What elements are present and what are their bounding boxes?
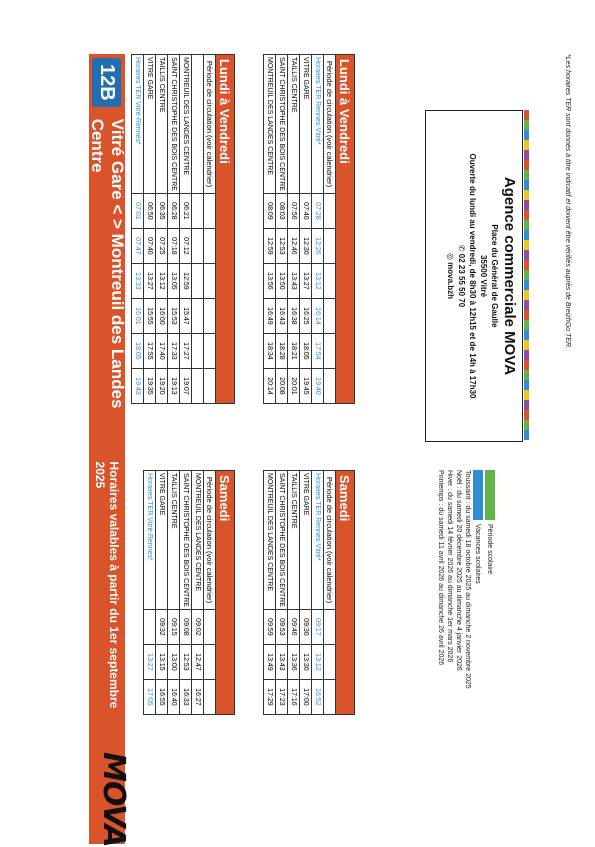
stop-name: SAINT CHRISTOPHE DES BOIS CENTRE: [168, 55, 180, 194]
table-title: Lundi à Vendredi: [216, 55, 235, 404]
holiday-line: Toussaint : du samedi 18 octobre 2025 au dimanche 2 novembre 2025: [464, 470, 471, 689]
departure-time: [144, 609, 156, 644]
table-row: [264, 55, 276, 404]
route-title: Vitré Gare < > Montreuil des Landes Centre: [88, 118, 127, 409]
stop-name: VITRE GARE: [156, 471, 168, 610]
table-row: [144, 55, 156, 404]
departure-time: 13:43: [276, 644, 288, 679]
departure-time: 15:47: [180, 298, 192, 333]
stop-name: SAINT CHRISTOPHE DES BOIS CENTRE: [276, 471, 288, 610]
period-label: Période de circulation (voir calendrier): [324, 55, 336, 194]
departure-time: 16:43: [276, 298, 288, 333]
departure-time: 07:18: [168, 228, 180, 263]
color-stripe: [524, 110, 529, 440]
table-row: [288, 55, 300, 404]
departure-time: 19:20: [156, 368, 168, 403]
departure-time: 16:01: [132, 298, 144, 333]
departure-time: 07:12: [180, 228, 192, 263]
departure-time: 20:08: [276, 368, 288, 403]
departure-time: 09:15: [168, 609, 180, 644]
departure-time: 13:49: [264, 644, 276, 679]
departure-time: 19:13: [168, 368, 180, 403]
tfr-label: Horaires TER Rennes-Vitré*: [312, 55, 324, 194]
departure-time: 07:56: [288, 193, 300, 228]
departure-time: 16:27: [192, 679, 204, 714]
departure-time: 13:50: [276, 263, 288, 298]
table-row: [192, 471, 204, 715]
stop-name: VITRE GARE: [300, 55, 312, 194]
departure-time: 06:50: [144, 193, 156, 228]
departure-time: 15:55: [144, 298, 156, 333]
table-row: [288, 471, 300, 715]
departure-time: 12:30: [300, 228, 312, 263]
departure-time: 19:43: [132, 368, 144, 403]
departure-time: 13:33: [132, 263, 144, 298]
legend-holidays: Vacances scolaires: [474, 524, 482, 584]
departure-time: 17:40: [156, 333, 168, 368]
departure-time: 13:27: [144, 644, 156, 679]
agency-web[interactable]: ◎ mova.bzh: [446, 252, 455, 300]
holiday-line: Hiver : du samedi 14 février 2026 au dimanche 1er mars 2026: [446, 470, 453, 663]
departure-time: 19:40: [312, 368, 324, 403]
departure-time: 16:49: [264, 298, 276, 333]
line-badge: 12B: [93, 58, 122, 107]
table-row: [276, 55, 288, 404]
departure-time: 12:47: [192, 644, 204, 679]
departure-time: 09:32: [156, 609, 168, 644]
tfr-row: [312, 55, 324, 404]
agency-hours: Ouverte du lundi au vendredi, de 8h30 à 12h15 et de 14h à 17h30: [468, 153, 477, 399]
stop-name: MONTREUIL DES LANDES CENTRE: [192, 471, 204, 610]
departure-time: 12:26: [312, 228, 324, 263]
departure-time: 17:27: [180, 333, 192, 368]
departure-time: 12:53: [180, 644, 192, 679]
school-swatch: [485, 470, 495, 520]
departure-time: 20:01: [288, 368, 300, 403]
stop-name: SAINT CHRISTOPHE DES BOIS CENTRE: [180, 471, 192, 610]
departure-time: 15:53: [168, 298, 180, 333]
footnote: *Les horaires TER sont donnés à titre indicatif et doivent être vérifiés auprès de BreizhGo TER.: [564, 54, 571, 349]
departure-time: 07:25: [156, 228, 168, 263]
stop-name: TAILLIS CENTRE: [288, 55, 300, 194]
departure-time: 16:33: [180, 679, 192, 714]
departure-time: 09:02: [192, 609, 204, 644]
table-row: [264, 471, 276, 715]
departure-time: 16:00: [156, 298, 168, 333]
holiday-swatch: [473, 470, 483, 520]
departure-time: 06:21: [180, 193, 192, 228]
table-row: [180, 55, 192, 404]
departure-time: 13:12: [156, 263, 168, 298]
departure-time: 09:17: [312, 609, 324, 644]
table-title: Samedi: [216, 471, 235, 715]
departure-time: 12:59: [180, 263, 192, 298]
departure-time: 13:15: [156, 644, 168, 679]
departure-time: 13:27: [144, 263, 156, 298]
tfr-row: [312, 471, 324, 715]
table-row: [300, 471, 312, 715]
period-label: Période de circulation (voir calendrier): [204, 55, 216, 194]
legend-school: Période scolaire: [486, 524, 494, 575]
departure-time: 13:56: [264, 263, 276, 298]
tfr-row: [132, 55, 144, 404]
table-row: [156, 55, 168, 404]
agency-address-1: Place du Général de Gaulle: [490, 224, 499, 328]
table-row: [276, 471, 288, 715]
validity-text: Horaires valables à partir du 1er septembre 2025: [93, 461, 121, 709]
departure-time: 17:55: [144, 333, 156, 368]
mova-logo: MOVA: [96, 752, 131, 847]
agency-box: [425, 110, 523, 442]
departure-time: 19:45: [300, 368, 312, 403]
table-row: [156, 471, 168, 715]
departure-time: 18:05: [132, 333, 144, 368]
departure-time: 17:54: [312, 333, 324, 368]
weekday-table-return: [263, 54, 355, 404]
departure-time: 17:16: [288, 679, 300, 714]
departure-time: 09:08: [180, 609, 192, 644]
departure-time: 13:27: [300, 263, 312, 298]
stop-name: MONTREUIL DES LANDES CENTRE: [180, 55, 192, 194]
departure-time: 09:53: [276, 609, 288, 644]
table-title: Samedi: [336, 471, 355, 715]
departure-time: 12:46: [288, 228, 300, 263]
tfr-label: Horaires TER Vitré-Rennes*: [132, 55, 144, 194]
globe-icon: ◎: [446, 252, 455, 263]
departure-time: 13:30: [300, 644, 312, 679]
stop-name: TAILLIS CENTRE: [288, 471, 300, 610]
departure-time: 19:07: [180, 368, 192, 403]
departure-time: 07:40: [144, 228, 156, 263]
departure-time: 08:03: [276, 193, 288, 228]
tfr-row: [144, 471, 156, 715]
departure-time: 16:52: [312, 679, 324, 714]
saturday-table-outbound: [143, 470, 235, 715]
departure-time: 19:35: [144, 368, 156, 403]
departure-time: 09:30: [300, 609, 312, 644]
departure-time: 18:21: [288, 333, 300, 368]
departure-time: 16:14: [312, 298, 324, 333]
header-bar: [89, 54, 125, 844]
saturday-table-return: [263, 470, 355, 715]
stop-name: VITRE GARE: [144, 55, 156, 194]
departure-time: 12:59: [264, 228, 276, 263]
period-label: Période de circulation (voir calendrier): [324, 471, 336, 610]
phone-icon: ✆: [457, 244, 466, 254]
table-row: [300, 55, 312, 404]
stop-name: MONTREUIL DES LANDES CENTRE: [264, 471, 276, 610]
table-row: [180, 471, 192, 715]
departure-time: 13:12: [312, 644, 324, 679]
departure-time: 07:28: [312, 193, 324, 228]
tfr-label: Horaires TER Vitré-Rennes*: [144, 471, 156, 610]
departure-time: 17:00: [300, 679, 312, 714]
departure-time: 09:46: [288, 609, 300, 644]
departure-time: 16:25: [300, 298, 312, 333]
departure-time: 08:09: [264, 193, 276, 228]
departure-time: 17:23: [276, 679, 288, 714]
departure-time: 17:05: [144, 679, 156, 714]
agency-title: Agence commerciale MOVA: [501, 176, 518, 376]
departure-time: 17:33: [168, 333, 180, 368]
stop-name: MONTREUIL DES LANDES CENTRE: [264, 55, 276, 194]
stop-name: TAILLIS CENTRE: [156, 55, 168, 194]
tfr-label: Horaires TER Rennes-Vitré*: [312, 471, 324, 610]
departure-time: 13:36: [288, 644, 300, 679]
stop-name: SAINT CHRISTOPHE DES BOIS CENTRE: [276, 55, 288, 194]
departure-time: 18:05: [300, 333, 312, 368]
departure-time: 13:05: [168, 263, 180, 298]
departure-time: 20:14: [264, 368, 276, 403]
departure-time: 17:29: [264, 679, 276, 714]
agency-address-2: 35500 Vitré: [479, 254, 488, 298]
departure-time: 16:55: [156, 679, 168, 714]
table-row: [168, 471, 180, 715]
departure-time: 13:00: [168, 644, 180, 679]
departure-time: 16:40: [168, 679, 180, 714]
table-title: Lundi à Vendredi: [336, 55, 355, 404]
holiday-line: Noël : du samedi 20 décembre 2025 au dimanche 4 janvier 2026: [455, 470, 462, 671]
departure-time: 13:43: [288, 263, 300, 298]
holiday-line: Printemps : du samedi 11 avril 2026 au dimanche 26 avril 2026: [437, 470, 444, 666]
stop-name: VITRE GARE: [300, 471, 312, 610]
departure-time: 18:28: [276, 333, 288, 368]
departure-time: 07:40: [300, 193, 312, 228]
weekday-table-outbound: [131, 54, 235, 404]
departure-time: 07:47: [132, 228, 144, 263]
agency-phone: ✆ 02 23 55 50 70: [457, 244, 466, 308]
departure-time: 06:28: [168, 193, 180, 228]
calendar-legend: [435, 470, 495, 720]
departure-time: 06:35: [156, 193, 168, 228]
stop-name: TAILLIS CENTRE: [168, 471, 180, 610]
departure-time: 13:12: [312, 263, 324, 298]
departure-time: 16:38: [288, 298, 300, 333]
period-label: Période de circulation (voir calendrier): [204, 471, 216, 610]
departure-time: 18:34: [264, 333, 276, 368]
table-row: [168, 55, 180, 404]
departure-time: 07:01: [132, 193, 144, 228]
departure-time: 09:59: [264, 609, 276, 644]
departure-time: 12:53: [276, 228, 288, 263]
